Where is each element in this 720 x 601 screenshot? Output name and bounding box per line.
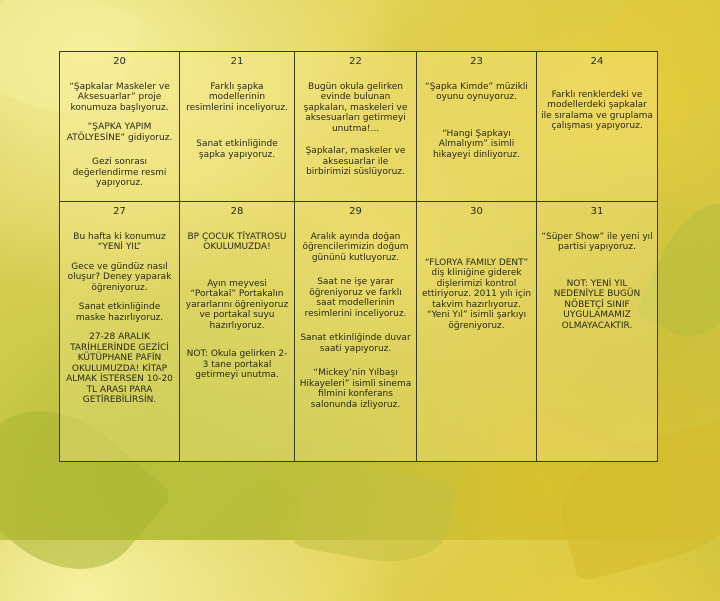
activity-text: Farklı renklerdeki ve modellerdeki şapkalar ile sıralama ve gruplama çalışması yapıyoruz. <box>541 89 653 131</box>
activity-text: Farklı şapka modellerinin resimlerini inceliyoruz. <box>186 81 288 113</box>
day-cell-23 <box>417 52 537 202</box>
day-number: 24 <box>590 56 604 67</box>
weekly-calendar-table <box>59 51 658 462</box>
activity-text: “FLORYA FAMILY DENT” diş kliniğine giderek dişlerimizi kontrol ettiriyoruz. 2011 yılı için takvim hazırlıyoruz. “Yeni Yıl” isimli şarkıyı öğreniyoruz. <box>421 257 532 331</box>
day-cell-22 <box>295 52 417 202</box>
day-number: 30 <box>470 206 483 217</box>
activity-text: BP ÇOCUK TİYATROSU OKULUMUZDA! <box>187 231 287 252</box>
activity-text: Sanat etkinliğinde maske hazırlıyoruz. <box>75 302 164 323</box>
activity-text: “Hangi Şapkayı Almalıyım” isimli hikayeyi dinliyoruz. <box>432 128 521 160</box>
activity-text: Sanat etkinliğinde şapka yapıyoruz. <box>196 139 278 160</box>
activity-text: “Şapka Kimde” müzikli oyunu oynuyoruz. <box>425 81 528 102</box>
day-cell-29 <box>295 202 417 462</box>
day-number: 28 <box>230 206 244 217</box>
calendar-week-row <box>60 202 658 462</box>
day-number: 22 <box>349 56 362 67</box>
activity-text: Bu hafta ki konumuz “YENİ YIL” <box>73 231 166 252</box>
day-cell-21 <box>180 52 295 202</box>
day-number: 21 <box>230 56 244 67</box>
activity-text: Sanat etkinliğinde duvar saati yapıyoruz. <box>300 333 411 354</box>
activity-text: Bugün okula gelirken evinde bulunan şapkaları, maskeleri ve aksesuarları getirmeyi unutma!... <box>303 81 408 134</box>
day-number: 29 <box>349 206 362 217</box>
day-number: 23 <box>470 56 483 67</box>
activity-text: Ayın meyvesi “Portakal” Portakalın yararlarını öğreniyoruz ve portakal suyu hazırlıyoruz. <box>185 278 289 331</box>
activity-text: Aralık ayında doğan öğrencilerimizin doğum gününü kutluyoruz. <box>302 231 409 263</box>
day-cell-28 <box>180 202 295 462</box>
day-number: 20 <box>113 56 126 67</box>
activity-text: “Süper Show” ile yeni yıl partisi yapıyoruz. <box>541 231 653 252</box>
activity-text: Gece ve gündüz nasıl oluşur? Deney yaparak öğreniyoruz. <box>67 261 172 293</box>
activity-text: Saat ne işe yarar öğreniyoruz ve farklı saat modellerinin resimlerini inceliyoruz. <box>304 277 407 319</box>
day-cell-30 <box>417 202 537 462</box>
activity-text: NOT: YENİ YIL NEDENİYLE BUGÜN NÖBETÇİ SINIF UYGULAMAMIZ OLMAYACAKTIR. <box>553 278 641 331</box>
day-cell-20 <box>60 52 180 202</box>
day-cell-24 <box>537 52 658 202</box>
day-number: 27 <box>113 206 126 217</box>
activity-text: “ŞAPKA YAPIM ATÖLYESİNE” gidiyoruz. <box>66 122 173 143</box>
activity-text: 27-28 ARALIK TARİHLERİNDE GEZİCİ KÜTÜPHANE PAFİN OKULUMUZDA! KİTAP ALMAK İSTERSEN 10-20 TL ARASI PARA GETİREBİLİRSİN. <box>66 332 173 405</box>
leaf-decoration <box>293 458 456 573</box>
activity-text: “Mickey’nin Yılbaşı Hikayeleri” isimli sinema filmini konferans salonunda izliyoruz. <box>299 368 412 410</box>
day-cell-31 <box>537 202 658 462</box>
activity-text: Gezi sonrası değerlendirme resmi yapıyoruz. <box>72 157 167 188</box>
activity-text: Şapkalar, maskeler ve aksesuarlar ile birbirimizi süslüyoruz. <box>305 146 406 177</box>
activity-text: “Şapkalar Maskeler ve Aksesuarlar” proje konumuza başlıyoruz. <box>69 81 170 113</box>
calendar-week-row <box>60 52 658 202</box>
activity-text: NOT: Okula gelirken 2-3 tane portakal getirmeyi unutma. <box>186 349 288 380</box>
day-number: 31 <box>590 206 604 217</box>
day-cell-27 <box>60 202 180 462</box>
